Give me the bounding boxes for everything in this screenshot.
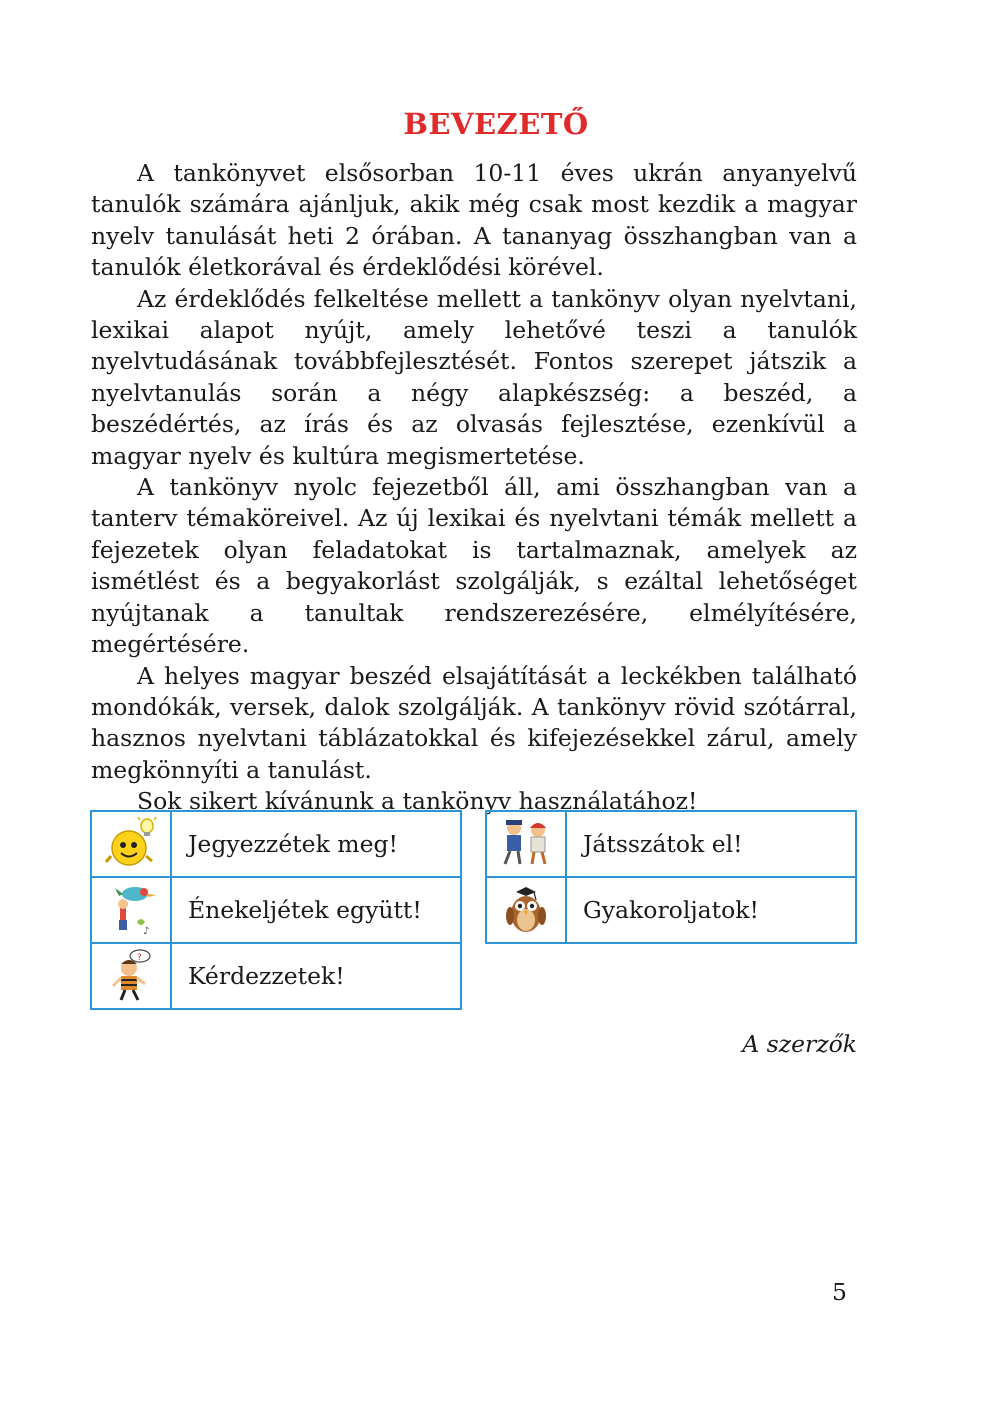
body-text: [91, 158, 857, 818]
legend-row: [91, 943, 461, 1009]
owl-icon: [486, 877, 566, 943]
playing-kids-icon: [486, 811, 566, 877]
svg-text:?: ?: [137, 953, 142, 963]
legend-label: Játsszátok el!: [566, 811, 856, 877]
question-kid-icon: [91, 943, 171, 1009]
paragraph: A tankönyvet elsősorban 10-11 éves ukrán anyanyelvű tanulók számára ajánljuk, akik még csak most kezdik a magyar nyelv tanulását heti 2 órában. A tananyag összhangban van a tanulók életkorával és érdeklődési körével.: [91, 159, 857, 282]
legend-label: Kérdezzetek!: [171, 943, 461, 1009]
paragraph: Sok sikert kívánunk a tankönyv használatához!: [137, 787, 698, 816]
singing-bird-icon: [91, 877, 171, 943]
legend-row: [486, 811, 856, 877]
legend-row: [91, 877, 461, 943]
legend-row: [91, 811, 461, 877]
signature: A szerzők: [742, 1030, 857, 1058]
page-title: BEVEZETŐ: [403, 107, 589, 141]
page-number: 5: [832, 1278, 847, 1306]
legend-row: [486, 877, 856, 943]
smiley-lightbulb-icon: [91, 811, 171, 877]
paragraph: A helyes magyar beszéd elsajátítását a leckékben található mondókák, versek, dalok szolgálják. A tankönyv rövid szótárral, hasznos nyelvtani táblázatokkal és kifejezésekkel zárul, amely megkönnyíti a tanulást.: [91, 661, 857, 784]
legend-table-left: [90, 810, 462, 1010]
legend-label: Énekeljétek együtt!: [171, 877, 461, 943]
paragraph: Az érdeklődés felkeltése mellett a tankönyv olyan nyelvtani, lexikai alapot nyújt, amely lehetővé teszi a tanulók nyelvtudásának továbbfejlesztését. Fontos szerepet játszik a nyelvtanulás során a négy alapkészség: a beszéd, a beszédértés, az írás és az olvasás fejlesztése, ezenkívül a magyar nyelv és kultúra megismertetése.: [91, 284, 857, 470]
paragraph: A tankönyv nyolc fejezetből áll, ami összhangban van a tanterv témaköreivel. Az új lexikai és nyelvtani témák mellett a fejezetek olyan feladatokat is tartalmaznak, amelyek az ismétlést és a begyakorlást szolgálják, s ezáltal lehetőséget nyújtanak a tanultak rendszerezésére, elmélyítésére, megértésére.: [91, 473, 857, 659]
svg-text:♪: ♪: [143, 926, 150, 937]
legend-label: Jegyezzétek meg!: [171, 811, 461, 877]
legend-label: Gyakoroljatok!: [566, 877, 856, 943]
legend-table-right: [485, 810, 857, 944]
